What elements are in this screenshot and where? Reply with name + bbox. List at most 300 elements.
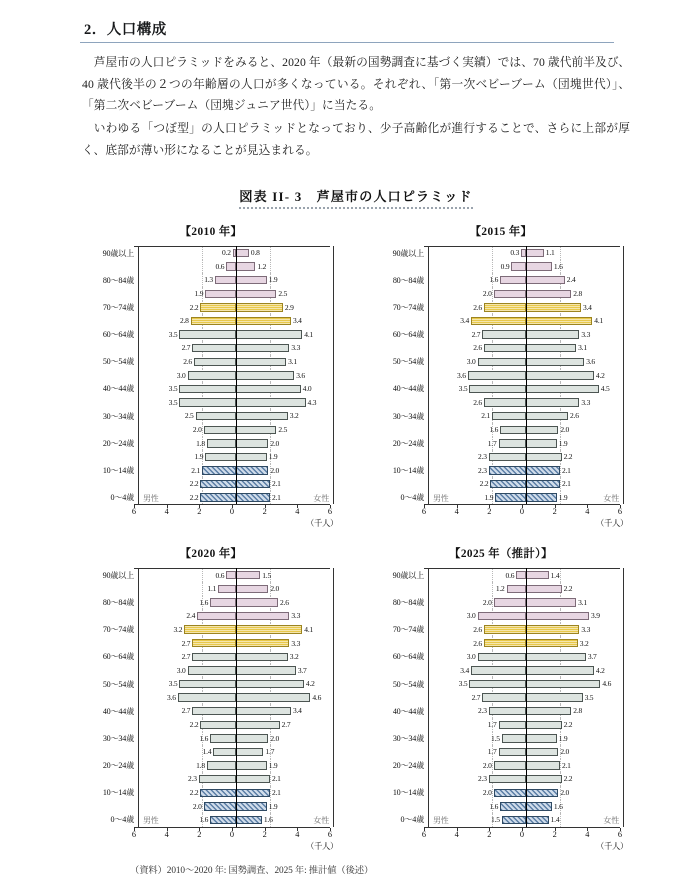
x-axis-line [421, 827, 623, 840]
male-bar [226, 571, 236, 579]
male-value-label: 2.6 [473, 302, 482, 312]
female-bar [236, 748, 263, 756]
male-bar [499, 721, 526, 729]
female-half [526, 664, 623, 678]
pyramid-center-axis [526, 704, 527, 718]
female-value-label: 2.2 [563, 720, 573, 730]
pyramid-center-axis [526, 273, 527, 287]
pyramid-row-plot [138, 664, 334, 678]
male-bar [205, 453, 236, 461]
female-value-label: 4.0 [302, 384, 312, 394]
male-half [429, 382, 526, 396]
pyramid-row [372, 287, 630, 301]
female-half [526, 609, 623, 623]
pyramid-row-plot [428, 301, 624, 315]
female-value-label: 1.9 [558, 733, 568, 743]
female-half [236, 396, 333, 410]
female-half [526, 396, 623, 410]
female-half [236, 800, 333, 814]
female-bar [236, 358, 286, 366]
female-bar [236, 693, 310, 701]
pyramid-row [82, 636, 340, 650]
female-bar [526, 439, 557, 447]
male-half [139, 260, 236, 274]
female-value-label: 2.0 [270, 438, 280, 448]
male-bar [492, 412, 526, 420]
female-bar [236, 371, 294, 379]
female-value-label: 1.1 [545, 248, 555, 258]
age-group-label: 40～44歳 [392, 706, 424, 716]
pyramid-row-plot [138, 813, 334, 827]
female-value-label: 3.3 [291, 638, 301, 648]
male-value-label: 1.6 [199, 597, 209, 607]
female-half [236, 409, 333, 423]
pyramid-row [82, 287, 340, 301]
male-bar [179, 680, 236, 688]
female-half [236, 582, 333, 596]
female-half [236, 677, 333, 691]
age-group-label: 40～44歳 [102, 384, 134, 394]
female-half [236, 704, 333, 718]
pyramid-row-plot [428, 786, 624, 800]
female-half [526, 260, 623, 274]
female-value-label: 2.7 [281, 720, 291, 730]
pyramid-center-axis [526, 582, 527, 596]
female-bar [236, 262, 255, 270]
pyramid-center-axis [236, 732, 237, 746]
male-value-label: 2.6 [473, 624, 482, 634]
female-half [236, 636, 333, 650]
pyramid-row [82, 704, 340, 718]
pyramid-row [82, 396, 340, 410]
pyramid-center-axis [236, 437, 237, 451]
pyramid-center-axis [526, 437, 527, 451]
female-bar [526, 480, 560, 488]
pyramid-center-axis [236, 800, 237, 814]
female-half [526, 246, 623, 260]
male-half [429, 772, 526, 786]
male-half [429, 568, 526, 582]
pyramid-center-axis [526, 772, 527, 786]
female-value-label: 3.6 [586, 357, 595, 366]
chart-cell-2020 [82, 545, 340, 851]
female-bar [236, 398, 306, 406]
pyramid-row [82, 596, 340, 610]
age-group-label: 60～64歳 [102, 330, 134, 340]
axis-tick-label: 6 [327, 507, 333, 517]
male-value-label: 3.5 [168, 329, 178, 339]
age-group-label: 80～84歳 [102, 275, 134, 285]
male-value-label: 3.4 [460, 665, 470, 675]
pyramid-row-plot [138, 623, 334, 637]
female-half [236, 301, 333, 315]
pyramid-center-axis [526, 759, 527, 773]
male-half [139, 437, 236, 451]
axis-tick-label: 6 [421, 829, 427, 839]
male-bar [184, 625, 236, 633]
age-group-label: 50～54歳 [102, 679, 134, 689]
male-half [429, 273, 526, 287]
pyramid-row [372, 464, 630, 478]
male-value-label: 2.6 [473, 397, 482, 407]
pyramid-row-plot [138, 273, 334, 287]
pyramid-row [82, 691, 340, 705]
pyramid-row-plot [138, 246, 334, 260]
pyramid-row [82, 491, 340, 505]
female-value-label: 2.1 [271, 774, 281, 784]
pyramid-center-axis [236, 396, 237, 410]
female-half [526, 423, 623, 437]
female-half [526, 623, 623, 637]
male-bar [489, 775, 526, 783]
male-half [429, 786, 526, 800]
female-half [526, 341, 623, 355]
chart-cell-2015 [372, 223, 630, 529]
male-value-label: 1.4 [202, 747, 212, 757]
male-bar [179, 385, 236, 393]
pyramid-row [82, 813, 340, 827]
male-value-label: 2.0 [192, 801, 202, 811]
female-bar [526, 290, 571, 298]
pyramid-row-plot [428, 732, 624, 746]
age-group-label: 30～34歳 [102, 733, 134, 743]
pyramid-row [82, 772, 340, 786]
age-group-label: 10～14歳 [102, 466, 134, 475]
pyramid-row-plot [428, 341, 624, 355]
pyramid-row-plot [138, 355, 334, 369]
female-half [526, 355, 623, 369]
axis-tick-label: 4 [585, 829, 590, 839]
male-bar [199, 775, 236, 783]
pyramid-2015 [372, 246, 630, 529]
age-group-label: 30～34歳 [102, 411, 134, 421]
female-half [236, 664, 333, 678]
female-bar [526, 734, 557, 742]
female-value-label: 2.1 [561, 760, 571, 770]
male-bar [204, 426, 236, 434]
pyramid-center-axis [236, 759, 237, 773]
male-value-label: 0.2 [222, 248, 231, 258]
female-half [526, 382, 623, 396]
male-half [429, 732, 526, 746]
male-value-label: 1.5 [490, 733, 500, 743]
pyramid-row-plot [428, 382, 624, 396]
female-half [236, 691, 333, 705]
male-value-label: 2.3 [188, 774, 197, 784]
male-value-label: 2.2 [189, 720, 199, 730]
male-bar [178, 693, 236, 701]
female-bar [526, 371, 594, 379]
female-bar [526, 680, 600, 688]
female-half [526, 732, 623, 746]
axis-tick-label: 6 [327, 829, 333, 839]
pyramid-row [372, 596, 630, 610]
male-bar [490, 480, 526, 488]
male-value-label: 3.5 [458, 384, 468, 394]
female-half [236, 732, 333, 746]
pyramid-row [372, 246, 630, 260]
female-half [236, 609, 333, 623]
axis-tick-label: 4 [295, 829, 300, 839]
female-bar [526, 317, 592, 325]
male-value-label: 2.7 [471, 329, 481, 339]
male-value-label: 3.0 [176, 665, 186, 675]
female-bar [526, 653, 586, 661]
female-value-label: 4.3 [307, 397, 317, 407]
female-value-label: 4.1 [304, 329, 314, 339]
male-value-label: 0.6 [505, 570, 515, 580]
x-axis-unit-label: （千人） [306, 519, 338, 529]
male-value-label: 3.5 [168, 679, 178, 689]
pyramid-center-axis [236, 786, 237, 800]
pyramid-center-axis [526, 691, 527, 705]
pyramid-row [372, 314, 630, 328]
female-half [236, 287, 333, 301]
female-value-label: 1.6 [263, 815, 273, 825]
chart-title-2015: 【2015 年】 [469, 226, 533, 239]
female-bar [526, 344, 576, 352]
female-value-label: 2.1 [561, 465, 571, 475]
male-half [139, 464, 236, 478]
male-half [429, 636, 526, 650]
female-value-label: 2.4 [566, 275, 576, 285]
female-bar [526, 358, 584, 366]
male-value-label: 1.7 [487, 747, 497, 757]
section-heading: 2．人口構成 [84, 22, 167, 38]
female-bar [526, 585, 562, 593]
axis-tick-label: 2 [197, 507, 202, 517]
female-bar [526, 385, 599, 393]
pyramid-center-axis [236, 772, 237, 786]
pyramid-2020 [82, 568, 340, 851]
age-group-label: 80～84歳 [392, 275, 424, 285]
pyramid-row [372, 704, 630, 718]
age-group-label: 20～24歳 [102, 438, 134, 448]
male-bar [226, 262, 236, 270]
female-value-label: 1.9 [268, 801, 278, 811]
pyramid-center-axis [236, 718, 237, 732]
female-value-label: 2.5 [278, 424, 288, 434]
age-group-label: 10～14歳 [102, 788, 134, 798]
male-half [139, 382, 236, 396]
male-bar [200, 303, 236, 311]
female-value-label: 3.2 [289, 652, 299, 662]
male-value-label: 2.2 [189, 479, 199, 489]
female-half [236, 464, 333, 478]
pyramid-center-axis [236, 568, 237, 582]
female-half [236, 477, 333, 491]
pyramid-row [82, 328, 340, 342]
axis-tick-label: 0 [519, 829, 525, 839]
male-half [429, 677, 526, 691]
female-bar [526, 466, 560, 474]
female-value-label: 0.8 [250, 248, 260, 258]
age-group-label: 20～24歳 [392, 438, 424, 448]
female-value-label: 2.1 [271, 788, 281, 798]
female-bar [526, 598, 576, 606]
male-value-label: 2.2 [189, 492, 199, 502]
female-value-label: 3.1 [578, 343, 587, 353]
female-half [526, 704, 623, 718]
female-bar [526, 453, 562, 461]
axis-tick-label: 6 [421, 507, 427, 517]
male-bar [192, 344, 236, 352]
female-value-label: 2.0 [270, 465, 280, 475]
male-value-label: 2.3 [478, 706, 487, 716]
pyramid-row [82, 341, 340, 355]
female-half [526, 450, 623, 464]
pyramid-center-axis [526, 396, 527, 410]
pyramid-row-plot [138, 464, 334, 478]
male-half [139, 650, 236, 664]
pyramid-center-axis [236, 691, 237, 705]
pyramid-row [372, 772, 630, 786]
male-half [429, 759, 526, 773]
pyramid-row [372, 568, 630, 582]
male-bar [194, 358, 236, 366]
female-value-label: 4.5 [600, 384, 610, 394]
female-value-label: 3.6 [296, 370, 305, 380]
pyramid-row [82, 437, 340, 451]
x-axis-line [131, 504, 333, 517]
pyramid-row [372, 813, 630, 827]
pyramid-row [82, 745, 340, 759]
axis-tick-label: 6 [617, 507, 623, 517]
female-value-label: 2.1 [271, 479, 281, 489]
female-half [236, 786, 333, 800]
pyramid-center-axis [236, 491, 237, 505]
female-value-label: 4.2 [595, 665, 605, 675]
pyramid-center-axis [236, 677, 237, 691]
female-bar [236, 789, 270, 797]
x-axis-tick-labels [421, 505, 623, 517]
female-value-label: 1.9 [558, 438, 568, 448]
pyramid-row-plot [138, 341, 334, 355]
pyramid-row-plot [138, 636, 334, 650]
age-group-label: 0～4歳 [110, 493, 134, 503]
pyramid-row-plot [428, 260, 624, 274]
axis-tick-label: 6 [617, 829, 623, 839]
male-bar [196, 412, 236, 420]
pyramid-row-plot [138, 759, 334, 773]
age-group-label: 90歳以上 [102, 570, 134, 580]
axis-tick-label: 0 [519, 507, 525, 517]
male-value-label: 1.3 [204, 275, 213, 285]
male-half [139, 596, 236, 610]
pyramid-center-axis [526, 650, 527, 664]
pyramid-row-plot [428, 745, 624, 759]
male-bar [484, 625, 526, 633]
pyramid-row-plot [428, 491, 624, 505]
male-bar [495, 493, 526, 501]
female-value-label: 4.2 [305, 679, 315, 689]
male-value-label: 3.4 [460, 316, 470, 326]
pyramid-center-axis [526, 664, 527, 678]
female-half [526, 650, 623, 664]
pyramid-row-plot [138, 491, 334, 505]
x-axis-line [421, 504, 623, 517]
female-bar [236, 493, 270, 501]
male-value-label: 0.9 [500, 261, 510, 271]
male-half [139, 328, 236, 342]
pyramid-center-axis [526, 800, 527, 814]
male-half [429, 301, 526, 315]
female-half [526, 596, 623, 610]
pyramid-row-plot [428, 650, 624, 664]
male-half [429, 650, 526, 664]
age-group-label: 70～74歳 [392, 302, 424, 312]
male-value-label: 1.2 [495, 584, 505, 594]
male-bar [478, 612, 527, 620]
axis-tick-label: 2 [552, 829, 557, 839]
male-half [139, 745, 236, 759]
female-half [236, 759, 333, 773]
female-half [526, 287, 623, 301]
pyramid-row-plot [428, 450, 624, 464]
pyramid-row-plot [428, 437, 624, 451]
female-half [236, 355, 333, 369]
age-group-label: 20～24歳 [392, 761, 424, 771]
x-axis [82, 827, 340, 840]
female-half [526, 772, 623, 786]
female-axis-annotation: 女性 [313, 816, 329, 826]
pyramid-center-axis [526, 477, 527, 491]
male-half [139, 314, 236, 328]
pyramid-row [82, 273, 340, 287]
male-value-label: 2.0 [192, 424, 202, 434]
male-value-label: 2.7 [471, 692, 481, 702]
age-group-label: 0～4歳 [110, 815, 134, 825]
male-half [429, 623, 526, 637]
pyramid-center-axis [526, 423, 527, 437]
pyramid-center-axis [526, 287, 527, 301]
male-value-label: 2.0 [482, 289, 492, 299]
pyramid-row [372, 745, 630, 759]
pyramid-center-axis [236, 273, 237, 287]
male-value-label: 2.2 [479, 479, 489, 489]
figure-source-note: （資料）2010～2020 年: 国勢調査、2025 年: 推計値（後述） [130, 865, 374, 876]
age-group-label: 50～54歳 [392, 357, 424, 367]
female-value-label: 2.0 [270, 584, 280, 594]
pyramid-center-axis [526, 314, 527, 328]
female-half [526, 800, 623, 814]
female-half [236, 745, 333, 759]
female-half [236, 328, 333, 342]
female-axis-annotation: 女性 [313, 493, 329, 503]
male-half [429, 437, 526, 451]
pyramid-row-plot [138, 450, 334, 464]
pyramid-row-plot [138, 745, 334, 759]
pyramid-center-axis [526, 301, 527, 315]
male-half [139, 341, 236, 355]
female-half [236, 718, 333, 732]
male-half [139, 786, 236, 800]
female-value-label: 4.1 [594, 316, 604, 326]
pyramid-center-axis [236, 409, 237, 423]
female-bar [236, 317, 291, 325]
pyramid-row-plot [428, 800, 624, 814]
heading-divider [80, 42, 614, 43]
axis-tick-label: 4 [295, 507, 300, 517]
female-bar [236, 707, 291, 715]
pyramid-center-axis [526, 568, 527, 582]
female-bar [526, 426, 558, 434]
pyramid-row [82, 355, 340, 369]
male-half [429, 745, 526, 759]
pyramid-row [82, 609, 340, 623]
male-half [139, 423, 236, 437]
male-half [139, 396, 236, 410]
